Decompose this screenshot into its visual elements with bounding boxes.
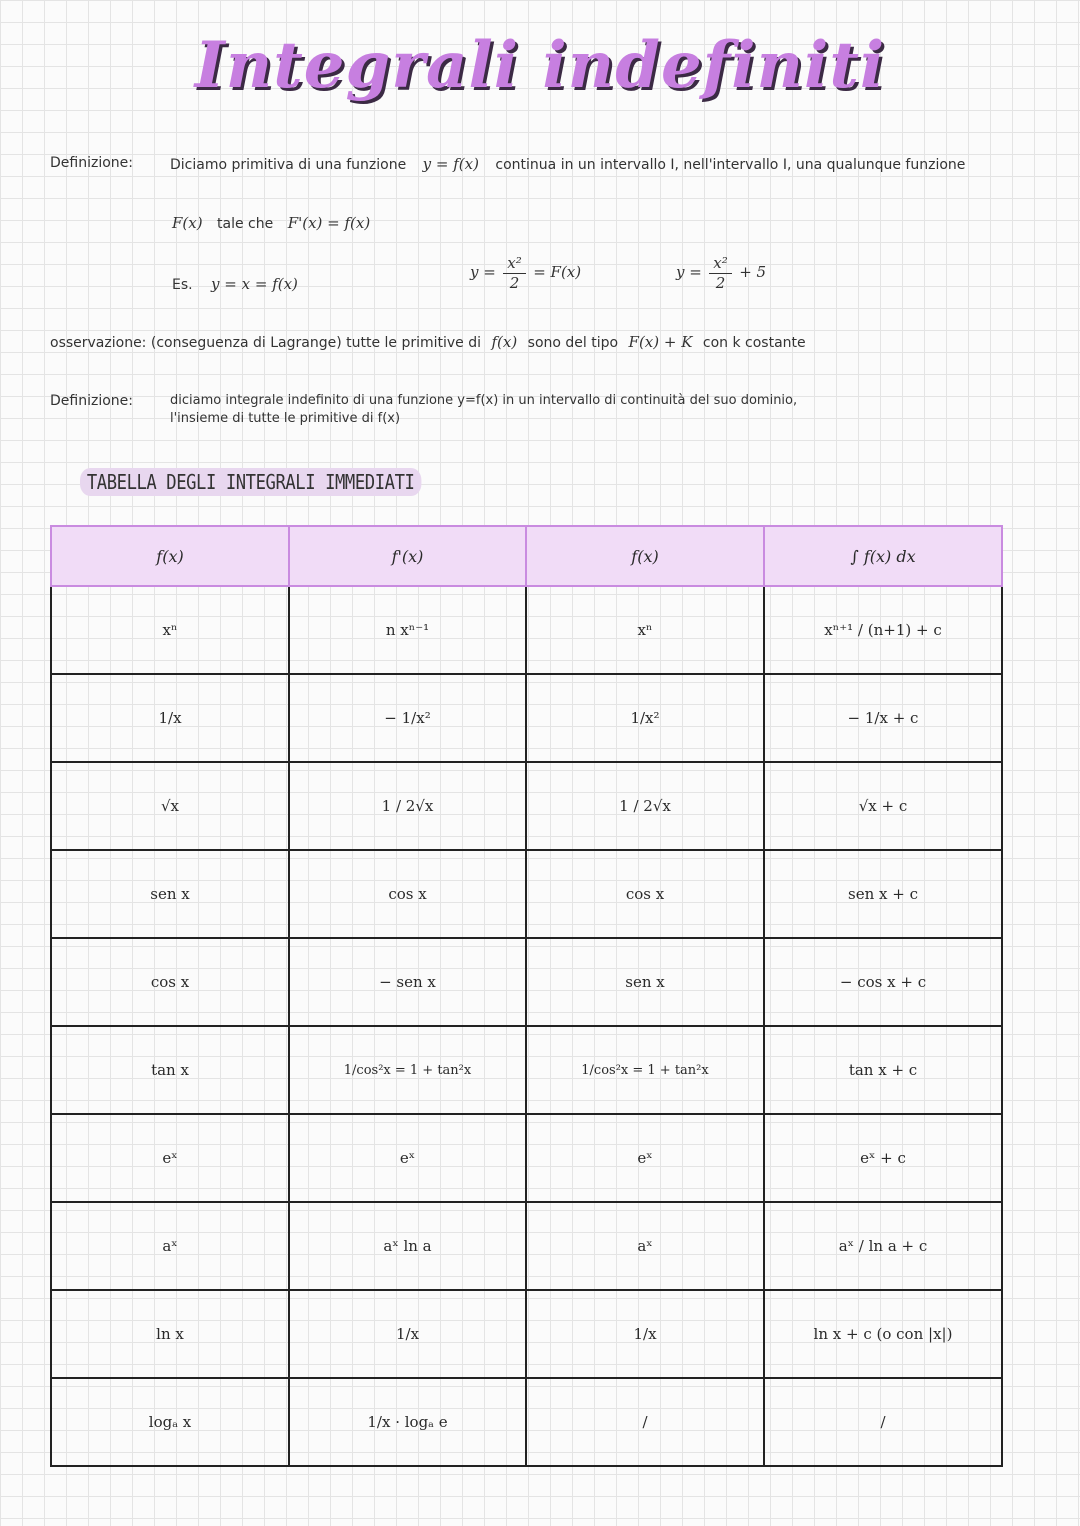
observation-expr: F(x) + K [628,333,693,351]
observation-fx: f(x) [491,333,518,351]
cell: cos x [526,850,764,938]
cell: 1/x · logₐ e [289,1378,526,1466]
cell: − sen x [289,938,526,1026]
cell: eˣ [526,1114,764,1202]
table-title: TABELLA DEGLI INTEGRALI IMMEDIATI [80,468,421,496]
example-y: y = [470,263,496,281]
example-label: Es. [172,277,193,293]
cell: sen x + c [764,850,1002,938]
cell: 1/x [526,1290,764,1378]
definition-expr-y: y = f(x) [422,155,479,173]
definition-label: Definizione: [50,155,133,171]
example-primitive [470,255,581,291]
cell: 1 / 2√x [289,762,526,850]
cell: logₐ x [51,1378,289,1466]
cell: xⁿ [51,586,289,674]
table-row [51,762,1002,850]
cell: eˣ [51,1114,289,1202]
cell: tan x + c [764,1026,1002,1114]
definition2-label: Definizione: [50,393,133,409]
cell: aˣ [51,1202,289,1290]
cell: 1/cos²x = 1 + tan²x [526,1026,764,1114]
cell: ln x + c (o con |x|) [764,1290,1002,1378]
table-header-row [51,526,1002,586]
cell: aˣ / ln a + c [764,1202,1002,1290]
cell: ln x [51,1290,289,1378]
table-row [51,938,1002,1026]
cell: cos x [51,938,289,1026]
page-title: Integrali indefiniti [194,28,886,103]
cell: √x + c [764,762,1002,850]
table-row [51,1026,1002,1114]
observation-text-c: con k costante [702,335,806,351]
example-expr1: y = x = f(x) [211,275,298,293]
cell: 1/x [289,1290,526,1378]
example-den: 2 [509,273,520,292]
cell: 1/cos²x = 1 + tan²x [289,1026,526,1114]
cell: √x [51,762,289,850]
header-integral: ∫ f(x) dx [764,526,1002,586]
definition2-line1: diciamo integrale indefinito di una funzione y=f(x) in un intervallo di continuità del suo dominio, [170,393,798,408]
table-row [51,1202,1002,1290]
observation-text-b: sono del tipo [527,335,619,351]
header-fx-2: f(x) [526,526,764,586]
cell: aˣ [526,1202,764,1290]
cell: − cos x + c [764,938,1002,1026]
cell: sen x [51,850,289,938]
example-den2: 2 [715,273,726,292]
observation [50,333,806,351]
example-y2: y = [676,263,702,281]
example-plus5: + 5 [739,263,767,281]
observation-label: osservazione: [50,335,147,351]
definition-text [170,155,965,173]
cell: cos x [289,850,526,938]
cell: aˣ ln a [289,1202,526,1290]
cell: 1/x² [526,674,764,762]
cell: xⁿ⁺¹ / (n+1) + c [764,586,1002,674]
example-num2: x² [709,255,731,274]
definition-Fx: F(x) [172,214,203,232]
definition2-line2: l'insieme di tutte le primitive di f(x) [170,411,401,426]
cell: tan x [51,1026,289,1114]
example-Fx: = F(x) [533,263,582,281]
header-fx: f(x) [51,526,289,586]
table-row [51,1114,1002,1202]
cell: n xⁿ⁻¹ [289,586,526,674]
example-row [172,275,298,293]
integrals-table [50,525,1003,1467]
cell: eˣ [289,1114,526,1202]
cell: 1 / 2√x [526,762,764,850]
cell: xⁿ [526,586,764,674]
cell: 1/x [51,674,289,762]
cell: − 1/x² [289,674,526,762]
cell: sen x [526,938,764,1026]
example-primitive-2 [676,255,766,291]
table-row [51,850,1002,938]
header-derivative: f'(x) [289,526,526,586]
table-row [51,1378,1002,1466]
example-num: x² [503,255,525,274]
definition-tale-che: tale che [217,216,274,232]
observation-text-a: (conseguenza di Lagrange) tutte le primitive di [150,335,482,351]
cell: − 1/x + c [764,674,1002,762]
table-row [51,1290,1002,1378]
cell: eˣ + c [764,1114,1002,1202]
table-row [51,674,1002,762]
definition-line2 [172,214,370,232]
table-row [51,586,1002,674]
cell: / [526,1378,764,1466]
definition-text-b: continua in un intervallo I, nell'intervallo I, una qualunque funzione [495,157,966,173]
definition-text-a: Diciamo primitiva di una funzione [170,157,407,173]
definition-derivative: F'(x) = f(x) [287,214,371,232]
cell: / [764,1378,1002,1466]
